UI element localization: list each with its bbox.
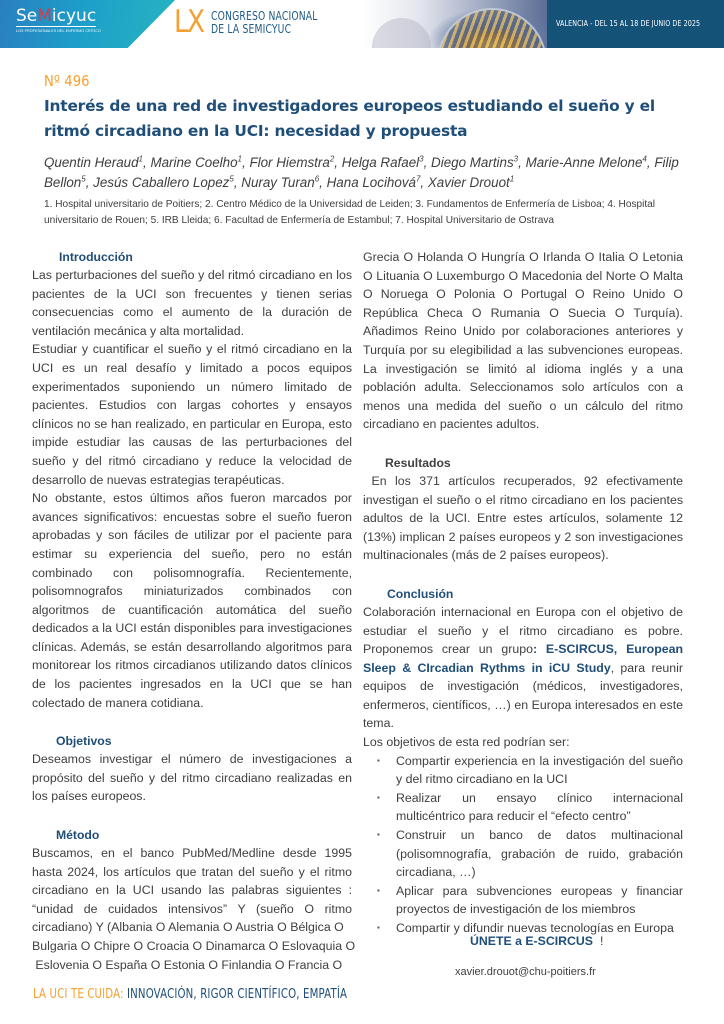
intro-paragraph-2: Estudiar y cuantificar el sueño y el ritmó circadiano en la UCI es un real desafío y limitado a pocos equipos experimentados suponiendo un número limitado de pacientes. Estudios con largas cohortes y ensayos clínicos no se han realizado, en particular en Europa, esto impide estudiar las causas de las perturbaciones del sueño y del ritmó circadiano y reduce la velocidad de desarrollo de nuevas estrategias terapéuticas. bbox=[32, 342, 352, 487]
heading-conclusion: Conclusión bbox=[387, 586, 454, 601]
author-list: Quentin Heraud$^1$, Marine Coelho$^1$, Flor Hiemstra$^2$, Helga Rafael$^3$, Diego Martins$^3$, Marie-Anne Melone$^4$, Filip Bellon$^5$, Jesús Caballero Lopez$^5$, Nuray Turan$^6$, Hana Locihová$^7$, Xavier Drouot$^1$ bbox=[44, 154, 679, 190]
intro-paragraph-3: No obstante, estos últimos años fueron marcados por avances significativos: encuestas sobre el sueño fueron aprobadas y son fáciles de utilizar por el paciente para estimar su experiencia del sueño, pero no están combinado con polisomnografía. Recientemente, polisomnografos miniaturizados combinados con algoritmos de cuantificación automática del sueño dedicados a la UCI están disponibles para investigaciones clínicas. Además, se están desarrollando algoritmos para monitorear los ritmos circadianos utilizando datos clínicos de los pacientes ingresados en la UCI que se han colectado de manera cotidiana. bbox=[32, 491, 352, 710]
left-column bbox=[32, 248, 356, 974]
logo-heartbeat-icon: M bbox=[37, 6, 52, 26]
slogan-values: INNOVACIÓN, RIGOR CIENTÍFICO, EMPATÍA bbox=[123, 987, 348, 1002]
logo-tagline: LOS PROFESIONALES DEL ENFERMO CRÍTICO bbox=[16, 29, 101, 33]
conclusion-text: Colaboración internacional en Europa con el objetivo de estudiar el sueño y el ritmo circadiano es pobre. Proponemos crear un grupo: E-SCIRCUS, European Sleep & CIrcadian Rythms in iCU Study, para reunir equipos de investigación (médicos, investigadores, enfermeros, científicos, …) en Europa interesados en este tema. bbox=[363, 604, 684, 731]
author: Marine Coelho$^1$ bbox=[150, 154, 242, 170]
objective-item: ▪ Construir un banco de datos multinacional (polisomnografía, grabación de ruido, grabación circadiana, …) bbox=[363, 826, 683, 882]
metodo-text-part-2: Grecia O Holanda O Hungría O Irlanda O Italia O Letonia O Lituania O Luxemburgo O Macedonia del Norte O Malta O Noruega O Polonia O Portugal O Reino Unido O República Checa O Rumania O Suecia O Turquía). Añadimos Reino Unido por colaboraciones anteriores y Turquía por su elegibilidad a las subvenciones europeas. La investigación se limitó al idioma inglés y a una población adulta. Seleccionamos solo artículos con a menos una medida del sueño o un cálculo del ritmo circadiano en pacientes adultos. bbox=[363, 250, 683, 432]
heading-resultados: Resultados bbox=[385, 455, 451, 470]
objectives-list bbox=[363, 752, 683, 938]
objective-item: ▪ Aplicar para subvenciones europeas y financiar proyectos de investigación de los miembros bbox=[363, 882, 683, 919]
objetivos-text: Deseamos investigar el número de investigaciones a propósito del sueño y del ritmo circadiano realizadas en los países europeos. bbox=[32, 752, 352, 804]
join-e-scircus: ÚNETE a E-SCIRCUS ! bbox=[470, 934, 604, 948]
author: Hana Locihová$^7$ bbox=[326, 174, 421, 190]
e-scircus-name: : E-SCIRCUS, European Sleep & CIrcadian Rythms in iCU Study bbox=[363, 642, 684, 675]
author: Xavier Drouot$^1$ bbox=[427, 174, 515, 190]
valencia-architecture-image bbox=[362, 0, 548, 48]
heading-introduccion: Introducción bbox=[59, 250, 133, 264]
congress-banner bbox=[0, 0, 724, 48]
abstract-number: Nº 496 bbox=[44, 72, 90, 90]
author: Marie-Anne Melone$^4$ bbox=[525, 154, 647, 170]
contact-email-link[interactable]: xavier.drouot@chu-poitiers.fr bbox=[455, 966, 596, 978]
objective-item: ▪ Realizar un ensayo clínico internacional multicéntrico para reducir el “efecto centro” bbox=[363, 789, 683, 826]
objective-item: ▪ Compartir y difundir nuevas tecnologías en Europa bbox=[363, 919, 683, 938]
objective-item: ▪ Compartir experiencia en la investigación del sueño y del ritmo circadiano en la UCI bbox=[363, 752, 683, 789]
author: Helga Rafael$^3$ bbox=[341, 154, 424, 170]
heading-metodo: Método bbox=[56, 828, 100, 843]
intro-paragraph-1: Las perturbaciones del sueño y del ritmó circadiano en los pacientes de la UCI son frecuentes y tienen serias consecuencias como el aumento de la duración de ventilación mecánica y alta mortalidad. bbox=[32, 268, 352, 338]
metodo-text-line-eslovenia: Eslovenia O España O Estonia O Finlandia O Francia O bbox=[32, 957, 343, 972]
author: Nuray Turan$^6$ bbox=[241, 174, 320, 190]
author: Filip Bellon$^5$ bbox=[44, 155, 679, 190]
paper-title: Interés de una red de investigadores europeos estudiando el sueño y el ritmó circadiano en la UCI: necesidad y propuesta bbox=[44, 97, 655, 140]
congress-date-location: VALENCIA - DEL 15 AL 18 DE JUNIO DE 2025 bbox=[556, 18, 701, 28]
footer-slogan bbox=[33, 987, 347, 1002]
congress-line-2: DE LA SEMICYUC bbox=[210, 21, 291, 36]
author: Quentin Heraud$^1$ bbox=[44, 154, 143, 170]
congress-title bbox=[174, 5, 341, 39]
author: Flor Hiemstra$^2$ bbox=[249, 154, 335, 170]
logo-wordmark: SeMicyuc bbox=[16, 6, 97, 26]
metodo-text-part-1: Buscamos, en el banco PubMed/Medline desde 1995 hasta 2024, los artículos que tratan del sueño y el ritmo circadiano en la UCI usando las palabras siguientes : “unidad de cuidados intensivos” Y (sueño O ritmo circadiano) Y (Albania O Alemania O Austria O Bélgica O bbox=[32, 846, 352, 935]
right-column bbox=[363, 248, 687, 938]
objectives-intro: Los objetivos de esta red podrían ser: bbox=[363, 735, 570, 750]
author: Jesús Caballero Lopez$^5$ bbox=[93, 174, 234, 190]
metodo-text-line-bulgaria: Bulgaria O Chipre O Croacia O Dinamarca O Eslovaquia O bbox=[32, 939, 356, 953]
affiliations: 1. Hospital universitario de Poitiers; 2. Centro Médico de la Universidad de Leiden; 3. Fundamentos de Enfermería de Lisboa; 4. Hospital universitario de Rouen; 5. IRB Lleida; 6. Facultad de Enfermería de Estambul; 7. Hospital Universitario de Ostrava bbox=[44, 199, 656, 226]
resultados-text: En los 371 artículos recuperados, 92 efectivamente investigan el sueño o el ritmo circadiano en los pacientes adultos de la UCI. Entre estes artículos, solamente 12 (13%) implican 2 países europeos y 2 son investigaciones multinacionales (más de 2 países europeos). bbox=[363, 473, 687, 563]
heading-objetivos: Objetivos bbox=[56, 734, 112, 749]
semicyuc-logo bbox=[16, 6, 101, 33]
slogan-lead: LA UCI TE CUIDA: bbox=[33, 987, 124, 1002]
author: Diego Martins$^3$ bbox=[431, 154, 519, 170]
congress-roman-numeral: LX bbox=[174, 4, 204, 40]
congress-line-1: CONGRESO NACIONAL bbox=[210, 8, 318, 23]
